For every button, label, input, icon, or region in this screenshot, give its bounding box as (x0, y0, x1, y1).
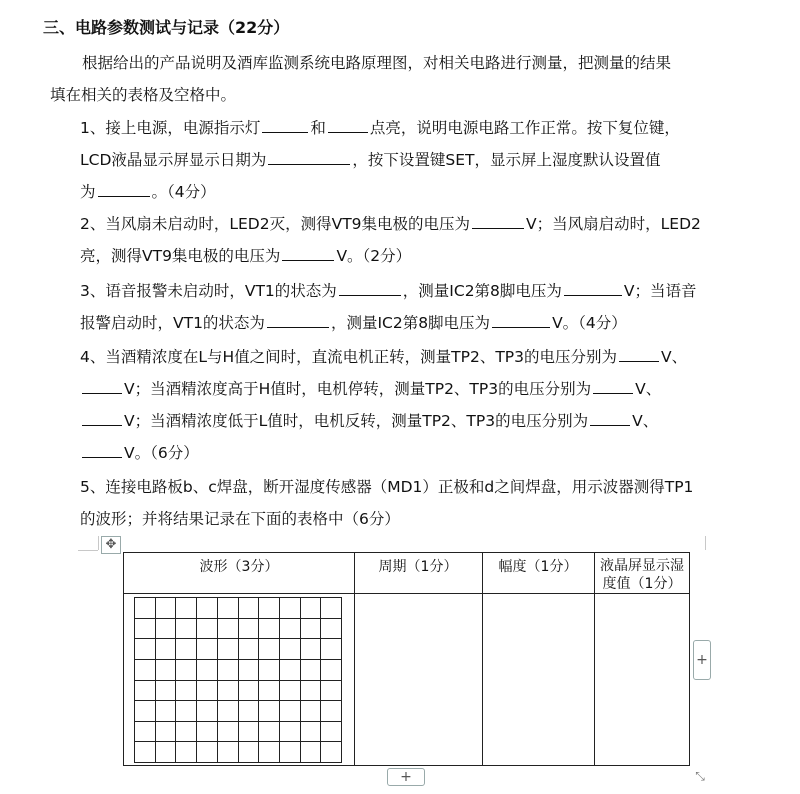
q4-text-a: 4、当酒精浓度在L与H值之间时，直流电机正转，测量TP2、TP3的电压分别为 (80, 348, 618, 366)
question-4-line-2 (80, 377, 661, 400)
q1-text-b: 和 (310, 119, 326, 137)
record-table (123, 552, 690, 766)
q3-blank-voltage-1[interactable] (564, 279, 622, 296)
q2-text-d: V。（2分） (336, 247, 412, 265)
table-resize-handle-icon[interactable]: ⤡ (692, 768, 708, 784)
q4-text-f: V、 (632, 412, 659, 430)
q2-text-a: 2、当风扇未启动时，LED2灭，测得VT9集电极的电压为 (80, 215, 471, 233)
q3-text-a: 3、语音报警未启动时，VT1的状态为 (80, 282, 337, 300)
q2-blank-voltage-2[interactable] (282, 244, 334, 261)
header-lcd-humidity (594, 557, 690, 593)
cell-period-value[interactable] (355, 594, 482, 766)
q1-blank-indicator-1[interactable] (262, 116, 308, 133)
q4-blank-tp3-reverse[interactable] (82, 441, 122, 458)
q2-text-b: V；当风扇启动时，LED2 (526, 215, 701, 233)
q3-text-d: 报警启动时，VT1的状态为 (80, 314, 265, 332)
question-2-line-1 (80, 212, 701, 235)
q4-blank-tp2-stop[interactable] (593, 377, 633, 394)
header-period: 周期（1分） (378, 559, 458, 575)
q1-blank-indicator-2[interactable] (328, 116, 368, 133)
q1-text-c: 点亮，说明电源电路工作正常。按下复位键， (369, 119, 680, 137)
question-4-line-1 (80, 345, 687, 368)
q1-text-a: 1、接上电源，电源指示灯 (80, 119, 261, 137)
header-amplitude: 幅度（1分） (498, 559, 578, 575)
q1-text-e: ，按下设置键SET，显示屏上湿度默认设置值 (352, 151, 661, 169)
cell-amplitude-value[interactable] (483, 594, 594, 766)
q3-text-e: ，测量IC2第8脚电压为 (330, 314, 491, 332)
q3-text-c: V；当语音 (623, 282, 697, 300)
q1-blank-humidity[interactable] (98, 180, 150, 197)
oscilloscope-grid-lines (134, 597, 342, 763)
question-3-line-1 (80, 279, 697, 302)
q1-blank-date[interactable] (268, 148, 350, 165)
question-1-line-3 (80, 180, 216, 203)
question-1-line-1 (80, 116, 680, 139)
question-4-line-3 (80, 409, 658, 432)
question-5-line-1: 5、连接电路板b、c焊盘，断开湿度传感器（MD1）正极和d之间焊盘，用示波器测得TP1 (80, 478, 694, 496)
q1-text-f: 为 (80, 183, 96, 201)
q4-blank-tp3-forward[interactable] (82, 377, 122, 394)
q4-blank-tp2-forward[interactable] (619, 345, 659, 362)
question-4-line-4 (80, 441, 199, 464)
q3-blank-voltage-2[interactable] (492, 311, 550, 328)
q4-text-g: V。（6分） (124, 444, 199, 462)
question-1-line-2 (80, 148, 661, 171)
question-2-line-2 (80, 244, 411, 267)
q2-blank-voltage-1[interactable] (472, 212, 524, 229)
add-row-button[interactable]: + (387, 768, 425, 786)
q3-text-b: ，测量IC2第8脚电压为 (402, 282, 562, 300)
header-waveform: 波形（3分） (199, 559, 279, 575)
q1-text-g: 。（4分） (151, 183, 216, 201)
q3-blank-state-2[interactable] (267, 311, 329, 328)
margin-guide-left (98, 536, 99, 550)
q1-text-d: LCD液晶显示屏显示日期为 (80, 151, 267, 169)
table-move-handle-icon[interactable]: ✥ (101, 536, 121, 554)
header-lcd-humidity-line-2: 度值（1分） (602, 576, 682, 592)
intro-line-1: 根据给出的产品说明及酒库监测系统电路原理图，对相关电路进行测量，把测量的结果 (82, 54, 672, 72)
question-3-line-2 (80, 311, 627, 334)
cell-lcd-humidity-value[interactable] (595, 594, 690, 766)
q4-text-d: V、 (635, 380, 662, 398)
q3-text-f: V。（4分） (552, 314, 627, 332)
q4-text-b: V、 (661, 348, 688, 366)
q2-text-c: 亮，测得VT9集电极的电压为 (80, 247, 281, 265)
section-title: 三、电路参数测试与记录（22分） (43, 18, 290, 37)
q4-text-e: V；当酒精浓度低于L值时，电机反转，测量TP2、TP3的电压分别为 (124, 412, 589, 430)
intro-line-2: 填在相关的表格及空格中。 (50, 86, 237, 104)
add-column-button[interactable]: + (693, 640, 711, 680)
q4-text-c: V；当酒精浓度高于H值时，电机停转，测量TP2、TP3的电压分别为 (124, 380, 592, 398)
question-5-line-2: 的波形；并将结果记录在下面的表格中（6分） (80, 510, 400, 528)
margin-guide-top (78, 550, 98, 551)
oscilloscope-grid[interactable] (134, 597, 342, 763)
margin-guide-right (705, 536, 706, 550)
q3-blank-state-1[interactable] (339, 279, 401, 296)
header-lcd-humidity-line-1: 液晶屏显示湿 (600, 558, 684, 574)
q4-blank-tp3-stop[interactable] (82, 409, 122, 426)
q4-blank-tp2-reverse[interactable] (590, 409, 630, 426)
